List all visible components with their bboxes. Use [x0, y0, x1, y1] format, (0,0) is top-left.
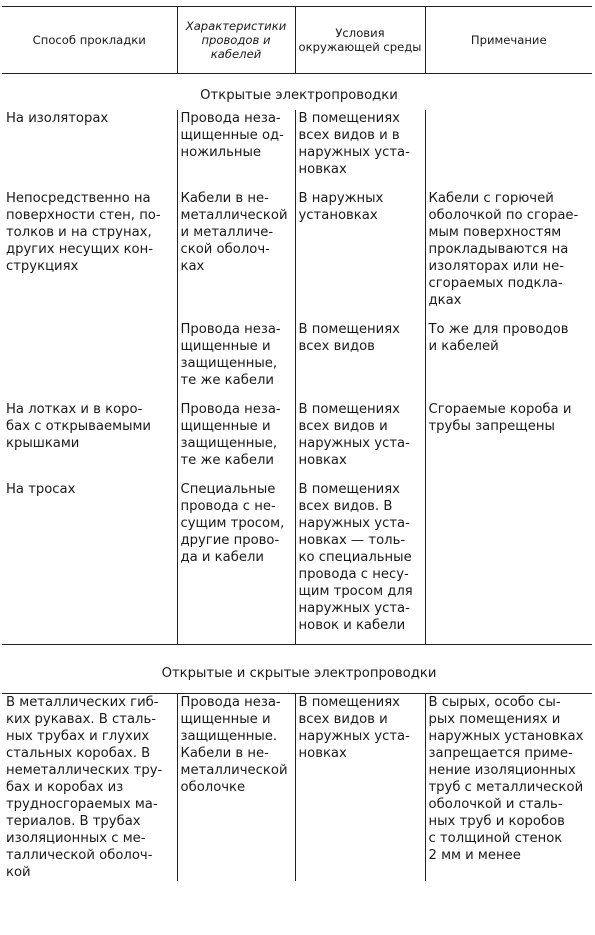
cell-method: Непосредственно на поверхности стен, по- толков и на струнах, других несущих кон- струкциях [6, 191, 161, 274]
cell-method: На изоляторах [6, 111, 109, 126]
cell-wires: Специальные провода с не- сущим тросом, другие прово- да и кабели [177, 481, 295, 634]
cell-environment: В наружных установках [295, 190, 425, 309]
cell-method: В металлических гиб- ких рукавах. В сталь- ных трубах и глухих стальных коробах. В неметаллических тру- бах и коробах из трудносгораемых ма- териалов. В трубах изоляционных с ме- таллической оболоч- кой [6, 695, 163, 880]
table-row [2, 110, 592, 178]
section-title: Открытые и скрытые электропроводки [2, 645, 592, 694]
cell-environment: В помещениях всех видов и наружных уста- новках [295, 694, 425, 882]
row-gap [2, 469, 592, 481]
row-gap [2, 389, 592, 401]
table-row [2, 481, 592, 634]
cell-environment: В помещениях всех видов и наружных уста- новках [295, 401, 425, 469]
header-method: Способ прокладки [2, 7, 177, 74]
header-wires: Характеристики проводов и кабелей [177, 7, 295, 74]
table-row [2, 694, 592, 882]
cell-note: Кабели с горючей оболочкой по сгорае- мым поверхностям прокладываются на изоляторах или не- сгораемых подкла- дках [425, 190, 592, 309]
cell-note: То же для проводов и кабелей [425, 321, 592, 389]
header-note: Примечание [425, 7, 592, 74]
wiring-methods-table [2, 6, 592, 881]
cell-note: Сгораемые короба и трубы запрещены [425, 401, 592, 469]
cell-environment: В помещениях всех видов. В наружных уста- новках — толь- ко специальные провода с несу- щим тросом для наружных уста- новок и кабели [295, 481, 425, 634]
section-heading-row [2, 74, 592, 111]
cell-wires: Провода неза- щищенные од- ножильные [177, 110, 295, 178]
cell-method [2, 321, 177, 389]
cell-note [425, 481, 592, 634]
cell-wires: Провода неза- щищенные и защищенные, те же кабели [177, 321, 295, 389]
cell-wires: Провода неза- щищенные и защищенные, те же кабели [177, 401, 295, 469]
header-environment: Условия окружающей среды [295, 7, 425, 74]
row-gap [2, 309, 592, 321]
table-header-row [2, 7, 592, 74]
table-row [2, 190, 592, 309]
section-title: Открытые электропроводки [200, 87, 398, 103]
cell-method: На лотках и в коро- бах с открываемыми крышками [6, 402, 151, 451]
section-heading-row [2, 645, 592, 694]
table-row [2, 401, 592, 469]
cell-note [425, 110, 592, 178]
cell-environment: В помещениях всех видов и в наружных уста- новках [295, 110, 425, 178]
cell-environment: В помещениях всех видов [295, 321, 425, 389]
cell-wires: Кабели в не- металлической и металличе- ской оболоч- ках [177, 190, 295, 309]
table-row [2, 321, 592, 389]
cell-method: На тросах [6, 482, 76, 497]
row-gap [2, 634, 592, 645]
cell-note: В сырых, особо сы- рых помещениях и наружных установках запрещается приме- нение изоляционных труб с металлической оболочкой и сталь- ных труб и коробов с толщиной стенок 2 мм и менее [425, 694, 592, 882]
cell-wires: Провода неза- щищенные и защищенные. Кабели в не- металлической оболочке [177, 694, 295, 882]
row-gap [2, 178, 592, 190]
